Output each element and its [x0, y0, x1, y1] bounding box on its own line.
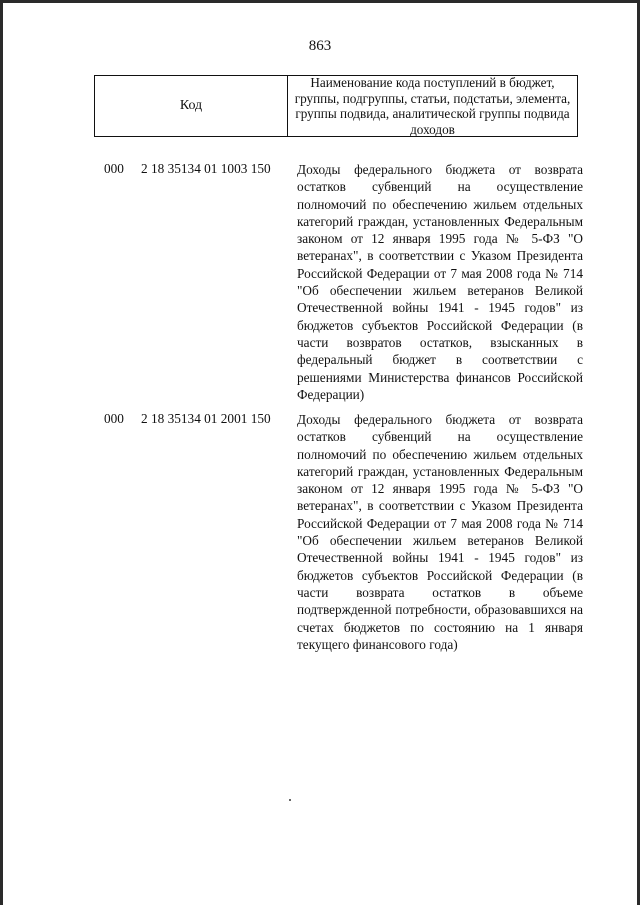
- header-code-column: Код: [95, 76, 288, 136]
- page-number: 863: [308, 38, 332, 54]
- admin-code: 000: [104, 161, 124, 176]
- admin-code: 000: [104, 411, 124, 426]
- header-name-column: Наименование кода поступлений в бюджет, группы, подгруппы, статьи, подстатьи, элемента, группы подвида, аналитической группы подвида доходов: [294, 75, 571, 137]
- revenue-code: 2 18 35134 01 1003 150: [141, 161, 271, 176]
- table-header: [94, 75, 578, 137]
- revenue-code: 2 18 35134 01 2001 150: [141, 411, 271, 426]
- revenue-name: Доходы федерального бюджета от возврата остатков субвенций на осуществление полномочий по обеспечению жильем отдельных категорий граждан, установленных Федеральным законом от 12 января 1995 года № 5-ФЗ "О ветеранах", в соответствии с Указом Президента Российской Федерации от 7 мая 2008 года № 714 "Об обеспечении жильем ветеранов Великой Отечественной войны 1941 - 1945 годов" из бюджетов субъектов Российской Федерации (в части возврата остатков в объеме подтвержденной потребности, образовавшихся на счетах бюджетов по состоянию на 1 января текущего финансового года): [297, 412, 583, 652]
- revenue-name: Доходы федерального бюджета от возврата остатков субвенций на осуществление полномочий по обеспечению жильем отдельных категорий граждан, установленных Федеральным законом от 12 января 1995 года № 5-ФЗ "О ветеранах", в соответствии с Указом Президента Российской Федерации от 7 мая 2008 года № 714 "Об обеспечении жильем ветеранов Великой Отечественной войны 1941 - 1945 годов" из бюджетов субъектов Российской Федерации (в части возвратов остатков, взысканных в федеральный бюджет в соответствии с решениями Министерства финансов Российской Федерации): [297, 162, 583, 402]
- scan-edge-left: [0, 0, 3, 905]
- scan-speck: [289, 799, 291, 801]
- scan-edge-top: [0, 0, 640, 3]
